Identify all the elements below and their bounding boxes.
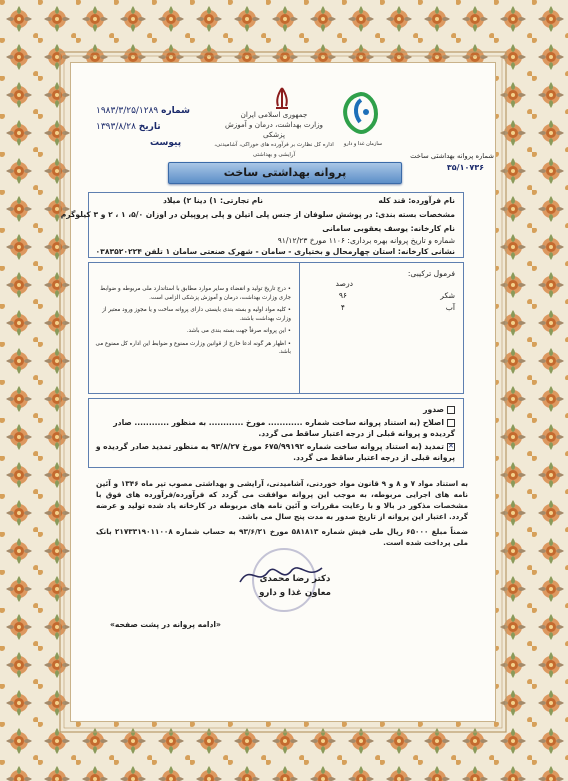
note-text: کلیه مواد اولیه و بسته بندی بایستی دارای پروانه ساخت و یا مجوز ورود معتبر از وزارت بهداشت باشند. — [102, 307, 291, 322]
ministry-header — [214, 110, 334, 160]
note-text: این پروانه صرفاً جهت بسته بندی می باشد. — [186, 328, 286, 334]
note-item: • این پروانه صرفاً جهت بسته بندی می باشد. — [186, 328, 291, 334]
letter-attachment: پیوست — [150, 138, 182, 148]
food-drug-logo — [338, 90, 384, 140]
option-renew-label: تمدید (به استناد پروانه ساخت شماره ۶۷۵/۹۹۱۹۲ مورخ ۹۳/۸/۲۷ به منظور تمدید صادر گردیده و پروانه قبلی از درجه اعتبار ساقط می گردد. — [95, 442, 455, 462]
percent-label: درصد — [335, 279, 353, 288]
notes-list — [95, 285, 291, 357]
option-amend-label: اصلاح (به استناد پروانه ساخت شماره ............ مورخ ............ به منظور ............ صادر گردیده و پروانه قبلی از درجه اعتبار ساقط می گردد. — [113, 418, 455, 438]
legal-basis-text: به استناد مواد ۷ و ۸ و ۹ قانون مواد خوردنی، آشامیدنی، آرایشی و بهداشتی مصوب تیر ماه ۱۳۴۶ و آئین نامه های اجرایی مربوطه، به موجب این پروانه موافقت می گردد که فرآورده/فرآورده های فوق با مشخصات مذکور در بالا و با رعایت مقررات و آئین نامه های مربوطه در کارخانه یاد شده تولید و عرضه گردد. اعتبار این پروانه از تاریخ صدور به مدت پنج سال می باشد. — [96, 479, 468, 521]
letter-number-label: شماره — [161, 106, 190, 116]
continued-on-back: «ادامه پروانه در پشت صفحه» — [110, 620, 221, 629]
new-checkbox — [447, 406, 455, 414]
signatory-role: معاون غذا و دارو — [259, 588, 331, 598]
note-item: • کلیه مواد اولیه و بسته بندی بایستی دارای پروانه ساخت و یا مجوز ورود معتبر از وزارت بهداشت باشند. — [102, 307, 291, 322]
column-divider — [299, 263, 300, 393]
fee-payment-text: ضمناً مبلغ ۶۵۰۰۰ ریال طی فیش شماره ۵۸۱۸۱۳ مورخ ۹۳/۶/۲۱ به حساب شماره ۲۱۷۳۳۱۹۰۱۱۰۰۸ بانک ملی پرداخت شده است. — [96, 527, 468, 547]
operation-license: شماره و تاریخ پروانه بهره برداری: ۱۱۰۶ مورخ ۹۱/۱۲/۲۳ — [277, 236, 455, 245]
letter-number — [96, 106, 190, 116]
logo-caption: سازمان غذا و دارو — [343, 141, 383, 147]
factory-name: نام کارخانه: یوسف یعقوبی سامانی — [322, 224, 455, 233]
license-number-label: شماره پروانه بهداشتی ساخت — [410, 152, 494, 160]
note-text: درج تاریخ تولید و انقضاء و سایر موارد مطابق با استاندارد ملی مربوطه و ضوابط جاری وزارت بهداشت، درمان و آموزش پزشکی الزامی است. — [100, 286, 291, 301]
issuance-options-box — [88, 398, 464, 468]
note-item: • درج تاریخ تولید و انقضاء و سایر موارد مطابق با استاندارد ملی مربوطه و ضوابط جاری وزارت بهداشت، درمان و آموزش پزشکی الزامی است. — [100, 286, 291, 301]
letter-number-value: ۱۹۸۳/۳/۲۵/۱۲۸۹ — [96, 106, 159, 116]
product-info-box — [60, 192, 464, 258]
state-emblem — [270, 86, 294, 112]
factory-address: نشانی کارخانه: استان چهارمحال و بختیاری - سامان - شهرک صنعتی سامان ۱ تلفن ۰۳۸۳۵۲۰۲۲۴ — [95, 247, 455, 256]
option-new — [423, 405, 455, 414]
ministry-line-3: اداره کل نظارت بر فرآورده های خوراکی، آشامیدنی، آرایشی و بهداشتی — [214, 142, 334, 158]
ingredient-value: ۹۶ — [338, 291, 347, 300]
note-text: اظهار هر گونه ادعا خارج از قوانین وزارت ممنوع و ضوابط این اداره کل ممنوع می باشد. — [95, 340, 291, 355]
ingredient-name: شکر — [440, 291, 455, 300]
formula-header: فرمول ترکیبی: — [407, 269, 455, 278]
ministry-line-1: جمهوری اسلامی ایران — [240, 110, 308, 119]
license-number-value: ۳۵/۱۰۷۳۶ — [446, 163, 484, 172]
option-new-label: صدور — [423, 405, 444, 414]
amend-checkbox — [447, 419, 455, 427]
ministry-line-2: وزارت بهداشت، درمان و آموزش پزشکی — [224, 120, 324, 139]
ingredient-value: ۴ — [340, 303, 345, 312]
letter-date — [96, 122, 161, 132]
option-amend — [93, 417, 455, 439]
certificate-title: پروانه بهداشتی ساخت — [168, 162, 402, 184]
renew-checkbox — [447, 443, 455, 451]
trade-name: نام تجارتی: ۱) دینا ۲) میلاد — [162, 196, 263, 205]
option-renew — [93, 441, 455, 463]
product-name: نام فرآورده: قند کله — [378, 196, 455, 205]
packaging-spec: مشخصات بسته بندی: در پوشش سلوفان از جنس پلی اتیلن و پلی پروپیلن در اوزان ۵/۰، ۱ ، ۲ و ۳ کیلوگرم — [60, 210, 455, 219]
check-mark-icon: ✕ — [448, 442, 454, 450]
letter-date-label: تاریخ — [138, 122, 161, 132]
note-item: • اظهار هر گونه ادعا خارج از قوانین وزارت ممنوع و ضوابط این اداره کل ممنوع می باشد. — [95, 340, 291, 355]
ingredient-name: آب — [445, 303, 455, 312]
letter-date-value: ۱۳۹۳/۸/۲۸ — [96, 122, 136, 132]
signatory-name: دکتر رضا محمدی — [259, 574, 331, 584]
formula-notes-box — [88, 262, 464, 394]
